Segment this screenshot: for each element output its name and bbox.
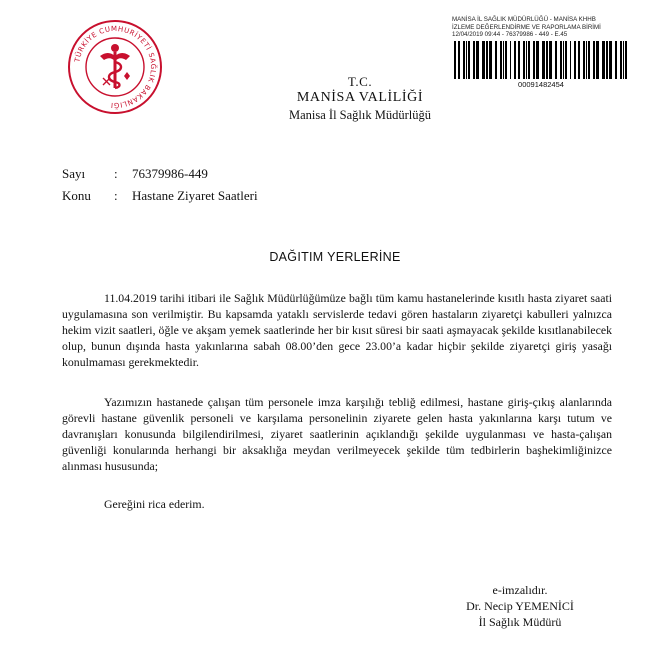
barcode-number: 00091482454 [518,79,564,89]
barcode-bar [570,41,571,79]
signature-name: Dr. Necip YEMENİCİ [466,599,574,613]
barcode-bar [623,41,624,79]
signature-title: İl Sağlık Müdürü [478,615,562,629]
barcode-bar [523,41,525,79]
barcode-bar [514,41,516,79]
barcode-bar [602,41,605,79]
body-paragraph-3: Gereğini rica ederim. [104,497,205,511]
sayi-value: 76379986-449 [132,166,208,181]
health-ministry-logo-icon [66,18,164,116]
barcode-bar [583,41,585,79]
barcode-bar [533,41,535,79]
barcode-icon [452,41,630,79]
barcode-bar [458,41,460,79]
barcode-bar [609,41,612,79]
barcode-bar [505,41,507,79]
body-paragraph-1: 11.04.2019 tarihi itibari ile Sağlık Müdürlüğümüze bağlı tüm kamu hastanelerinde kısıtlı hasta ziyaret saati uygulamasına son verilmiştir. Bu kapsamda yataklı servislerde tedavi gören hastaların ziyaretçi kabulleri yalnızca hekim vizit saatleri, öğle ve akşam yemek saatlerinde her bir kısıt süresi bir saati aşmayacak şekilde kısıtlanabilecek olup, bunun dışında hasta yakınlarına sabah 08.00’den gece 23.00’a kadar hiçbir şekilde ziyaretçi giriş yasağı konulmaması gerekmektedir. [62,291,612,369]
barcode-bar [546,41,548,79]
barcode-bar [574,41,576,79]
barcode-bar [586,41,587,79]
barcode-bar [482,41,485,79]
barcode-bar [476,41,479,79]
barcode-bar [578,41,580,79]
sayi-colon: : [114,166,118,181]
barcode-bar [454,41,456,79]
barcode-line-1: MANİSA İL SAĞLIK MÜDÜRLÜĞÜ - MANİSA KHHB [452,16,596,23]
konu-row [62,188,258,204]
barcode-bar [542,41,545,79]
konu-colon: : [114,188,118,203]
barcode-bar [549,41,552,79]
barcode-bar [528,41,530,79]
barcode-bar [510,41,511,79]
sayi-row [62,166,208,182]
header-mudurluk: Manisa İl Sağlık Müdürlüğü [288,108,431,122]
barcode-line-3: 12/04/2019 09:44 - 76379986 - 449 - E.45 [452,31,568,38]
body-paragraph-2: Yazımızın hastanede çalışan tüm personele imza karşılığı tebliğ edilmesi, hastane giriş-çıkış alanlarında görevli hastane güvenlik personeli ve karşılama personelinin ziyarete gelen hasta yakınlarına karşı tutum ve davranışları konusunda bilgilendirilmesi, ziyaret saatlerinin açıklandığı şekilde uygulanması ve hasta-çalışan güvenliği konularında herhangi bir aksaklığa meydan verilmeyecek şekilde tüm tedbirlerin başhekimliğinizce alınması hususunda; [62,395,612,473]
barcode-bar [468,41,470,79]
logo-ring-text: TÜRKİYE CUMHURİYETİ SAĞLIK BAKANLIĞI [73,24,158,110]
barcode-bar [625,41,627,79]
barcode-bar [503,41,504,79]
barcode-bar [615,41,617,79]
sayi-label: Sayı [62,166,86,181]
barcode-bar [555,41,557,79]
header-valilik: MANİSA VALİLİĞİ [296,90,424,105]
barcode-bar [565,41,567,79]
barcode-bar [596,41,599,79]
barcode-bar [495,41,497,79]
barcode-bar [620,41,622,79]
barcode-bar [500,41,502,79]
barcode-bar [489,41,492,79]
signature-eimza: e-imzalıdır. [492,583,548,597]
barcode-bar [563,41,564,79]
barcode-bar [526,41,527,79]
barcode-bar [560,41,562,79]
header-tc: T.C. [347,74,373,89]
konu-label: Konu [62,188,91,203]
barcode-bar [536,41,539,79]
konu-value: Hastane Ziyaret Saatleri [132,188,258,203]
barcode-bar [606,41,608,79]
barcode-bar [473,41,475,79]
barcode-bar [593,41,595,79]
barcode-bar [463,41,465,79]
barcode-bar [518,41,520,79]
barcode-line-2: İZLEME DEĞERLENDİRME VE RAPORLAMA BİRİMİ [452,23,601,31]
barcode-bar [486,41,488,79]
barcode-bar [588,41,590,79]
recipient-heading: DAĞITIM YERLERİNE [269,250,401,264]
barcode-bar [466,41,467,79]
